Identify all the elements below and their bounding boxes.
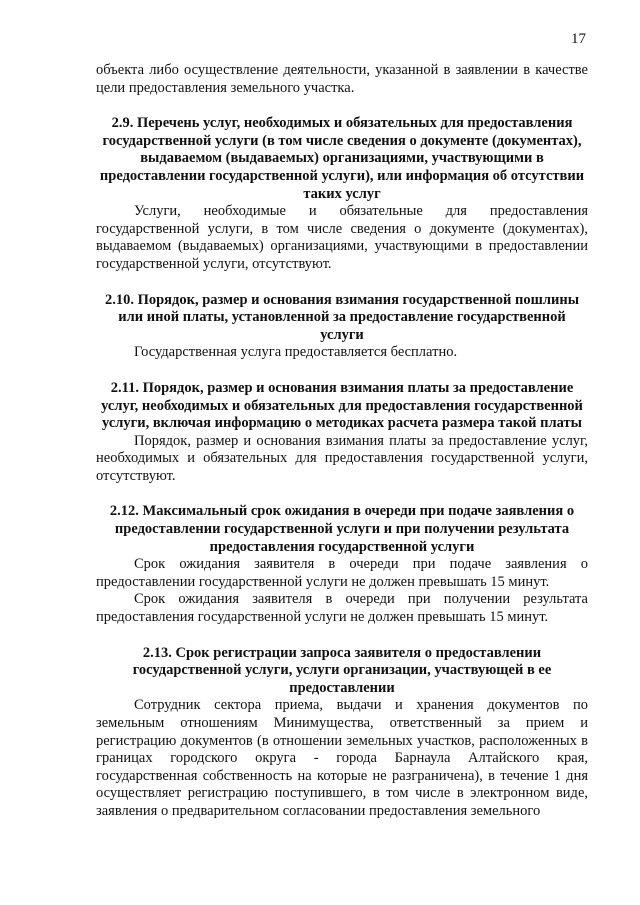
section-2-11 bbox=[96, 380, 588, 486]
section-paragraph: Сотрудник сектора приема, выдачи и хранения документов по земельным отношениям Минимущества, ответственный за прием и регистрацию документов (в отношении земельных участков, расположенных в границах городского округа - города Барнаула Алтайского края, государственная собственность на которые не разграничена), в течение 1 дня осуществляет регистрацию поступившего, в том числе в электронном виде, заявления о предварительном согласовании предоставления земельного bbox=[96, 697, 588, 819]
section-heading-2-11: 2.11. Порядок, размер и основания взимания платы за предоставление услуг, необходимых и обязательных для предоставления государственной услуги, включая информацию о методиках расчета размера такой платы bbox=[101, 379, 583, 432]
section-paragraph: Срок ожидания заявителя в очереди при подаче заявления о предоставлении государственной услуги не должен превышать 15 минут. bbox=[96, 556, 588, 590]
section-2-12 bbox=[96, 503, 588, 626]
section-heading-2-12: 2.12. Максимальный срок ожидания в очереди при подаче заявления о предоставлении государственной услуги и при получении результата предоставления государственной услуги bbox=[109, 503, 575, 555]
section-heading-2-10: 2.10. Порядок, размер и основания взимания государственной пошлины или иной платы, установленной за предоставление государственной услуги bbox=[104, 291, 580, 343]
section-2-9 bbox=[96, 115, 588, 273]
section-paragraph: Государственная услуга предоставляется бесплатно. bbox=[134, 344, 458, 361]
section-paragraph: Порядок, размер и основания взимания платы за предоставление услуг, необходимых и обязательных для предоставления государственной услуги, отсутствуют. bbox=[96, 432, 588, 484]
intro-paragraph: объекта либо осуществление деятельности, указанной в заявлении в качестве цели предоставления земельного участка. bbox=[96, 62, 588, 96]
section-paragraph: Срок ожидания заявителя в очереди при получении результата предоставления государственной услуги не должен превышать 15 минут. bbox=[96, 591, 588, 626]
section-2-13 bbox=[96, 645, 588, 821]
section-heading-2-13: 2.13. Срок регистрации запроса заявителя о предоставлении государственной услуги, услуги организации, участвующей в ее предоставлении bbox=[132, 644, 552, 696]
section-paragraph: Услуги, необходимые и обязательные для предоставления государственной услуги, в том числе сведения о документе (документах), выдаваемом (выдаваемых) организациями, участвующими в предоставлении государственной услуги, отсутствуют. bbox=[96, 203, 588, 272]
section-2-10 bbox=[96, 292, 588, 362]
section-heading-2-9: 2.9. Перечень услуг, необходимых и обязательных для предоставления государственной услуги (в том числе сведения о документе (документах), выдаваемом (выдаваемых) организациями, участвующими в предоставлении государственной услуги), или информация об отсутствии таких услуг bbox=[99, 115, 585, 202]
page-content bbox=[96, 62, 588, 821]
page-number: 17 bbox=[571, 31, 586, 47]
